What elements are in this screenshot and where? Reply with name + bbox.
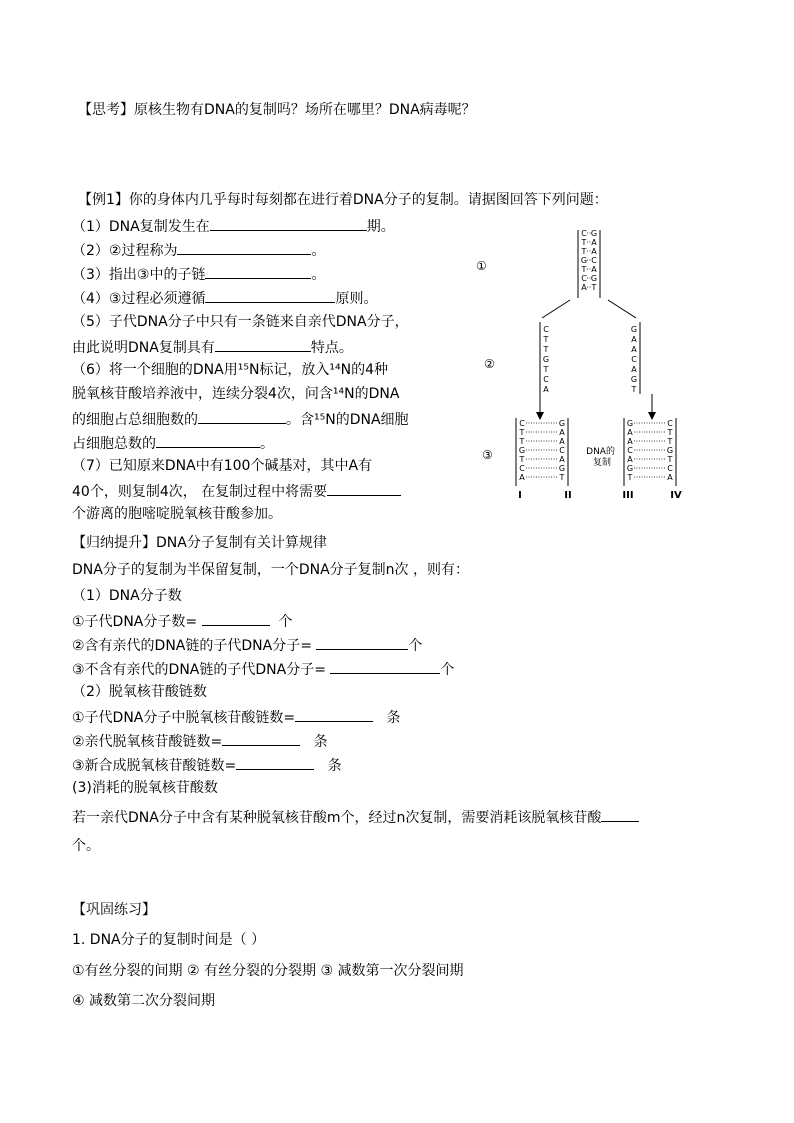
parent-left-base-4: T [581, 265, 587, 274]
q5-text: 由此说明DNA复制具有 [72, 340, 215, 356]
practice-title: 【巩固练习】 [72, 902, 156, 918]
q1-text: （1）DNA复制发生在 [72, 219, 210, 235]
d1-left-base-3: G [518, 446, 526, 455]
parent-left-base-3: G [580, 256, 588, 265]
q3-suffix: 。 [311, 267, 326, 283]
practice-q1: 1. DNA分子的复制时间是（ ） [72, 932, 266, 948]
q2-text: （2）②过程称为 [72, 243, 178, 259]
parent-left-base-5: C [581, 274, 587, 283]
q1-suffix: 期。 [366, 219, 395, 235]
d1-right-base-4: A [559, 455, 565, 464]
diagram-label-line-2: 复制 [592, 458, 612, 468]
parent-right-base-2: A [591, 247, 597, 256]
s2b-unit: 条 [313, 734, 328, 750]
parent-right-base-4: A [591, 265, 597, 274]
d1-right-base-2: A [559, 437, 565, 446]
q4-blank[interactable] [205, 287, 335, 303]
s3a-blank[interactable] [601, 806, 639, 822]
diagram-label-box [586, 445, 618, 468]
q5-line2 [72, 336, 353, 356]
summary-s2a [72, 706, 400, 726]
sep-right-base-4: A [631, 365, 637, 374]
d2-left-base-1: A [627, 428, 633, 437]
q6-suffix: 。 [260, 436, 274, 452]
s2a-blank[interactable] [295, 706, 373, 722]
d2-right-base-5: C [667, 464, 673, 473]
d2-right-base-6: A [667, 473, 673, 482]
q7-line2 [72, 480, 401, 500]
q2-blank[interactable] [177, 239, 311, 255]
sep-left-base-6: A [543, 385, 549, 394]
q3-text: （3）指出③中的子链 [72, 267, 206, 283]
d1-right-base-6: T [559, 473, 565, 482]
s1b-blank[interactable] [316, 634, 408, 650]
q6-blank-1[interactable] [198, 408, 286, 424]
example-title: 【例1】你的身体内几乎每时每刻都在进行着DNA分子的复制。请据图回答下列问题： [78, 192, 608, 208]
s2b-blank[interactable] [222, 730, 300, 746]
d2-left-base-5: G [626, 464, 634, 473]
q6-text: 的细胞占总细胞数的 [72, 412, 198, 428]
diagram-step-3: ③ [482, 448, 493, 462]
d1-left-base-1: T [519, 428, 525, 437]
sep-left-base-2: T [543, 345, 549, 354]
d1-left-base-5: C [519, 464, 525, 473]
diagram-step-1: ① [476, 259, 487, 273]
q6-line4 [72, 432, 274, 452]
diagram-label-line-1: DNA的 [586, 447, 615, 457]
summary-s2: （2）脱氧核苷酸链数 [72, 684, 207, 700]
summary-s1a [72, 610, 292, 630]
parent-right-base-1: A [591, 238, 597, 247]
q6-line3 [72, 408, 409, 428]
sep-right-base-6: T [631, 385, 637, 394]
q6-mid: 。含¹⁵N的DNA细胞 [286, 412, 409, 428]
s1a-unit: 个 [278, 614, 293, 630]
summary-intro: DNA分子的复制为半保留复制，一个DNA分子复制n次 ，则有： [72, 562, 469, 578]
q4 [72, 287, 377, 307]
sep-right-base-1: A [631, 335, 637, 344]
sep-right-base-0: G [630, 325, 638, 334]
parent-right-base-5: G [590, 274, 598, 283]
q7-line3: 个游离的胞嘧啶脱氧核苷酸参加。 [72, 506, 282, 522]
parent-dna [578, 229, 600, 298]
parent-left-base-0: C [581, 229, 587, 238]
d1-left-base-4: T [519, 455, 525, 464]
roman-2: II [564, 490, 572, 501]
s1b-text: ②含有亲代的DNA链的子代DNA分子= [72, 638, 312, 654]
q1-blank[interactable] [210, 215, 367, 231]
sep-right-base-2: A [631, 345, 637, 354]
q2 [72, 239, 325, 259]
parent-left-base-1: T [581, 238, 587, 247]
parent-left-base-6: A [581, 283, 587, 292]
q2-suffix: 。 [311, 243, 326, 259]
s1a-text: ①子代DNA分子数= [72, 614, 198, 630]
q7-blank[interactable] [327, 480, 401, 496]
q1 [72, 215, 395, 235]
roman-4: IV [670, 490, 682, 501]
parent-left-base-2: T [581, 247, 587, 256]
d2-left-base-4: A [627, 455, 633, 464]
q5-suffix: 特点。 [310, 340, 353, 356]
d2-left-base-0: G [626, 419, 634, 428]
s1b-unit: 个 [408, 638, 423, 654]
q4-text: （4）③过程必须遵循 [72, 291, 206, 307]
summary-s2b [72, 730, 328, 750]
d1-right-base-5: G [558, 464, 566, 473]
d1-right-base-1: A [559, 428, 565, 437]
daughter-dna-left [516, 418, 568, 486]
d2-left-base-6: T [627, 473, 633, 482]
s2c-unit: 条 [327, 758, 342, 774]
q6-blank-2[interactable] [156, 432, 260, 448]
sep-left-base-4: T [543, 365, 549, 374]
q5-line1: （5）子代DNA分子中只有一条链来自亲代DNA分子， [72, 314, 409, 330]
dna-replication-diagram [470, 222, 700, 502]
summary-s1: （1）DNA分子数 [72, 588, 182, 604]
separated-strand-left [540, 322, 549, 394]
summary-s3b: 个。 [72, 838, 100, 854]
parent-right-base-3: C [591, 256, 597, 265]
q6-text-2: 占细胞总数的 [72, 436, 156, 452]
parent-right-base-6: T [591, 283, 597, 292]
d1-left-base-6: A [519, 473, 525, 482]
q7-text: 40个，则复制4次， 在复制过程中将需要 [72, 484, 328, 500]
sep-left-base-3: G [542, 355, 550, 364]
s2c-blank[interactable] [236, 754, 314, 770]
q5-blank[interactable] [215, 336, 311, 352]
summary-s2c [72, 754, 342, 774]
d2-right-base-4: T [667, 455, 673, 464]
summary-s1c [72, 658, 454, 678]
s2c-text: ③新合成脱氧核苷酸链数= [72, 758, 237, 774]
d2-right-base-3: G [666, 446, 674, 455]
d1-right-base-3: C [559, 446, 565, 455]
s1c-text: ③不含有亲代的DNA链的子代DNA分子= [72, 662, 326, 678]
s2b-text: ②亲代脱氧核苷酸链数= [72, 734, 223, 750]
roman-1: I [518, 490, 522, 501]
sep-right-base-5: G [630, 375, 638, 384]
sep-left-base-5: C [543, 375, 549, 384]
q6-line2: 脱氧核苷酸培养液中，连续分裂4次，问含¹⁴N的DNA [72, 386, 400, 402]
s1c-blank[interactable] [330, 658, 440, 674]
s1a-blank[interactable] [202, 610, 270, 626]
d1-left-base-2: T [519, 437, 525, 446]
sep-right-base-3: C [631, 355, 637, 364]
roman-3: III [622, 490, 634, 501]
summary-s3a [72, 806, 639, 826]
sep-left-base-1: T [543, 335, 549, 344]
summary-s1b [72, 634, 422, 654]
daughter-dna-right [624, 418, 676, 486]
separated-strand-right [631, 322, 640, 394]
d1-left-base-0: C [519, 419, 525, 428]
d1-right-base-0: G [558, 419, 566, 428]
sep-left-base-0: C [543, 325, 549, 334]
s1c-unit: 个 [440, 662, 455, 678]
think-line: 【思考】原核生物有DNA的复制吗？场所在哪里？DNA病毒呢？ [78, 102, 476, 118]
s2a-text: ①子代DNA分子中脱氧核苷酸链数= [72, 710, 296, 726]
q6-line1: （6）将一个细胞的DNA用¹⁵N标记，放入¹⁴N的4种 [72, 362, 389, 378]
d2-right-base-0: C [667, 419, 673, 428]
q3 [72, 263, 325, 283]
q4-suffix: 原则。 [335, 291, 378, 307]
d2-left-base-2: A [627, 437, 633, 446]
d2-right-base-2: T [667, 437, 673, 446]
s3a-text: 若一亲代DNA分子中含有某种脱氧核苷酸m个，经过n次复制，需要消耗该脱氧核苷酸 [72, 810, 602, 826]
diagram-step-2: ② [484, 357, 495, 371]
d2-right-base-1: T [667, 428, 673, 437]
q3-blank[interactable] [205, 263, 311, 279]
s2a-unit: 条 [386, 710, 401, 726]
summary-s3: (3)消耗的脱氧核苷酸数 [72, 780, 218, 796]
practice-options-2: ④ 减数第二次分裂间期 [72, 993, 216, 1009]
summary-title: 【归纳提升】DNA分子复制有关计算规律 [72, 535, 327, 551]
parent-right-base-0: G [590, 229, 598, 238]
d2-left-base-3: C [627, 446, 633, 455]
practice-options-1: ①有丝分裂的间期 ② 有丝分裂的分裂期 ③ 减数第一次分裂间期 [72, 963, 464, 979]
q7-line1: （7）已知原来DNA中有100个碱基对，其中A有 [72, 458, 373, 474]
